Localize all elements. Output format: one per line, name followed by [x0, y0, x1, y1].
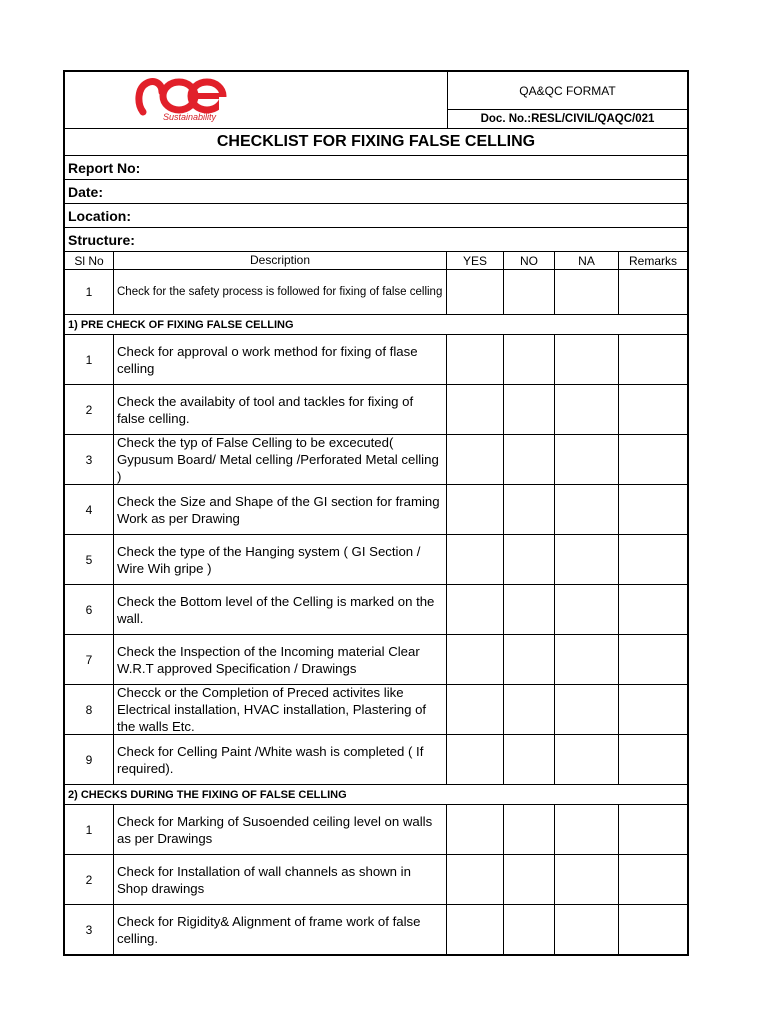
na-cell[interactable]: [555, 485, 619, 534]
remarks-cell[interactable]: [619, 805, 687, 854]
yes-cell[interactable]: [447, 805, 504, 854]
na-cell[interactable]: [555, 635, 619, 684]
remarks-cell[interactable]: [619, 635, 687, 684]
remarks-cell[interactable]: [619, 905, 687, 954]
remarks-cell[interactable]: [619, 585, 687, 634]
na-cell[interactable]: [555, 435, 619, 484]
no-cell[interactable]: [504, 635, 555, 684]
yes-cell[interactable]: [447, 585, 504, 634]
row-number: 9: [65, 735, 114, 784]
remarks-cell[interactable]: [619, 685, 687, 734]
yes-cell[interactable]: [447, 635, 504, 684]
location-field: Location:: [65, 204, 687, 228]
row-description: Check the availabity of tool and tackles for fixing of false celling.: [114, 385, 447, 434]
company-logo: [65, 72, 448, 128]
format-label: QA&QC FORMAT: [448, 72, 687, 110]
table-row: [65, 270, 687, 315]
row-description: Check for Installation of wall channels as shown in Shop drawings: [114, 855, 447, 904]
no-cell[interactable]: [504, 385, 555, 434]
page-title: CHECKLIST FOR FIXING FALSE CELLING: [65, 129, 687, 156]
section-heading: 1) PRE CHECK OF FIXING FALSE CELLING: [65, 315, 687, 335]
row-description: Check the type of the Hanging system ( GI Section / Wire Wih gripe ): [114, 535, 447, 584]
report-no-field: Report No:: [65, 156, 687, 180]
no-cell[interactable]: [504, 270, 555, 314]
row-description: Check for Marking of Susoended ceiling level on walls as per Drawings: [114, 805, 447, 854]
col-description: Description: [114, 252, 447, 269]
yes-cell[interactable]: [447, 435, 504, 484]
format-block: [448, 72, 687, 128]
row-number: 2: [65, 385, 114, 434]
table-row: [65, 735, 687, 785]
row-description: Check the Inspection of the Incoming material Clear W.R.T approved Specification / Drawings: [114, 635, 447, 684]
column-header-row: [65, 252, 687, 270]
row-number: 1: [65, 270, 114, 314]
row-description: Check for approval o work method for fixing of flase celling: [114, 335, 447, 384]
col-na: NA: [555, 252, 619, 269]
remarks-cell[interactable]: [619, 535, 687, 584]
no-cell[interactable]: [504, 905, 555, 954]
na-cell[interactable]: [555, 685, 619, 734]
yes-cell[interactable]: [447, 855, 504, 904]
row-description: Check the typ of False Celling to be excecuted( Gypusum Board/ Metal celling /Perforated Metal celling ): [114, 435, 447, 484]
na-cell[interactable]: [555, 335, 619, 384]
na-cell[interactable]: [555, 270, 619, 314]
table-row: [65, 905, 687, 954]
yes-cell[interactable]: [447, 335, 504, 384]
no-cell[interactable]: [504, 535, 555, 584]
table-row: [65, 335, 687, 385]
na-cell[interactable]: [555, 585, 619, 634]
yes-cell[interactable]: [447, 485, 504, 534]
table-row: [65, 585, 687, 635]
col-no: NO: [504, 252, 555, 269]
row-number: 1: [65, 335, 114, 384]
section-heading: 2) CHECKS DURING THE FIXING OF FALSE CELLING: [65, 785, 687, 805]
yes-cell[interactable]: [447, 535, 504, 584]
col-sl-no: Sl No: [65, 252, 114, 269]
header-row: [65, 72, 687, 129]
yes-cell[interactable]: [447, 385, 504, 434]
remarks-cell[interactable]: [619, 335, 687, 384]
checklist-sheet: [63, 70, 689, 956]
row-number: 5: [65, 535, 114, 584]
remarks-cell[interactable]: [619, 385, 687, 434]
col-yes: YES: [447, 252, 504, 269]
yes-cell[interactable]: [447, 270, 504, 314]
remarks-cell[interactable]: [619, 435, 687, 484]
row-number: 4: [65, 485, 114, 534]
row-number: 1: [65, 805, 114, 854]
row-number: 2: [65, 855, 114, 904]
no-cell[interactable]: [504, 335, 555, 384]
table-row: [65, 535, 687, 585]
row-number: 3: [65, 435, 114, 484]
row-description: Check for the safety process is followed for fixing of false celling: [114, 270, 447, 314]
yes-cell[interactable]: [447, 905, 504, 954]
row-description: Check the Size and Shape of the GI section for framing Work as per Drawing: [114, 485, 447, 534]
na-cell[interactable]: [555, 855, 619, 904]
na-cell[interactable]: [555, 905, 619, 954]
row-description: Check for Rigidity& Alignment of frame work of false celling.: [114, 905, 447, 954]
row-number: 6: [65, 585, 114, 634]
no-cell[interactable]: [504, 805, 555, 854]
row-number: 7: [65, 635, 114, 684]
row-description: Check the Bottom level of the Celling is marked on the wall.: [114, 585, 447, 634]
row-number: 8: [65, 685, 114, 734]
table-row: [65, 385, 687, 435]
doc-number: Doc. No.:RESL/CIVIL/QAQC/021: [480, 113, 655, 125]
na-cell[interactable]: [555, 735, 619, 784]
table-row: [65, 805, 687, 855]
table-row: [65, 635, 687, 685]
table-row: [65, 485, 687, 535]
col-remarks: Remarks: [628, 253, 677, 268]
structure-field: Structure:: [65, 228, 687, 252]
row-number: 3: [65, 905, 114, 954]
no-cell[interactable]: [504, 735, 555, 784]
remarks-cell[interactable]: [619, 735, 687, 784]
no-cell[interactable]: [504, 485, 555, 534]
na-cell[interactable]: [555, 385, 619, 434]
no-cell[interactable]: [504, 435, 555, 484]
table-row: [65, 855, 687, 905]
yes-cell[interactable]: [447, 735, 504, 784]
logo-tagline: Sustainability: [163, 112, 217, 122]
remarks-cell[interactable]: [619, 270, 687, 314]
no-cell[interactable]: [504, 585, 555, 634]
na-cell[interactable]: [555, 535, 619, 584]
no-cell[interactable]: [504, 855, 555, 904]
no-cell[interactable]: [504, 685, 555, 734]
table-row: [65, 685, 687, 735]
table-row: [65, 435, 687, 485]
date-field: Date:: [65, 180, 687, 204]
na-cell[interactable]: [555, 805, 619, 854]
remarks-cell[interactable]: [619, 485, 687, 534]
row-description: Checck or the Completion of Preced activites like Electrical installation, HVAC installation, Plastering of the walls Etc.: [114, 685, 447, 734]
yes-cell[interactable]: [447, 685, 504, 734]
remarks-cell[interactable]: [619, 855, 687, 904]
row-description: Check for Celling Paint /White wash is completed ( If required).: [114, 735, 447, 784]
